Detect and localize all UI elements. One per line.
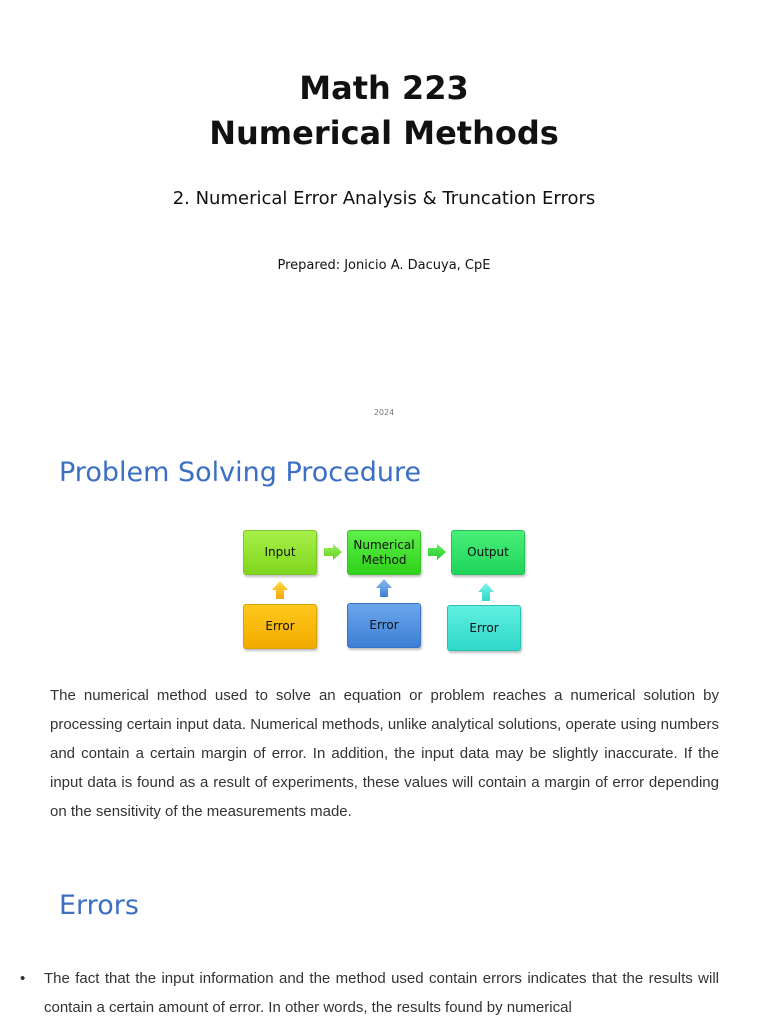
input-error-box [243, 604, 317, 649]
method-label-line1: Numerical [353, 537, 415, 552]
input-label: Input [264, 545, 296, 559]
arrow-up-icon [272, 581, 288, 599]
method-error-box [347, 603, 421, 648]
output-error-label: Error [469, 620, 499, 635]
arrow-right-icon [428, 544, 446, 560]
output-label: Output [467, 545, 509, 559]
procedure-paragraph: The numerical method used to solve an equation or problem reaches a numerical solution by processing certain input data. Numerical methods, unlike analytical solutions, operate using numbers and contain a certain margin of error. In addition, the input data may be slightly inaccurate. If the input data is found as a result of experiments, these values will contain a margin of error depending on the sensitivity of the measurements made. [50, 687, 719, 820]
output-box [451, 530, 525, 575]
method-error-label: Error [369, 618, 399, 632]
input-error-label: Error [265, 619, 295, 633]
subtitle: 2. Numerical Error Analysis & Truncation Errors [172, 188, 596, 209]
input-box [243, 530, 317, 575]
prepared-by: Prepared: Jonicio A. Dacuya, CpE [277, 258, 491, 273]
output-error-box [447, 605, 521, 651]
section-heading-errors: Errors [59, 890, 139, 921]
method-label [353, 538, 414, 568]
arrow-up-icon [478, 583, 494, 601]
method-label-line2: Method [361, 552, 407, 567]
title-line-1: Math 223 [299, 69, 469, 107]
title-line-2: Numerical Methods [209, 114, 559, 152]
section-heading-procedure: Problem Solving Procedure [59, 457, 422, 488]
errors-bullet-text: The fact that the input information and the method used contain errors indicates that the results will contain a certain amount of error. In other words, the results found by numerical [44, 970, 719, 1016]
numerical-method-box [347, 530, 421, 575]
errors-bullet-item [20, 964, 719, 1022]
bullet-dot-icon: • [20, 970, 26, 987]
year-label: 2024 [373, 408, 395, 417]
arrow-up-icon [376, 579, 392, 597]
arrow-right-icon [324, 544, 342, 560]
